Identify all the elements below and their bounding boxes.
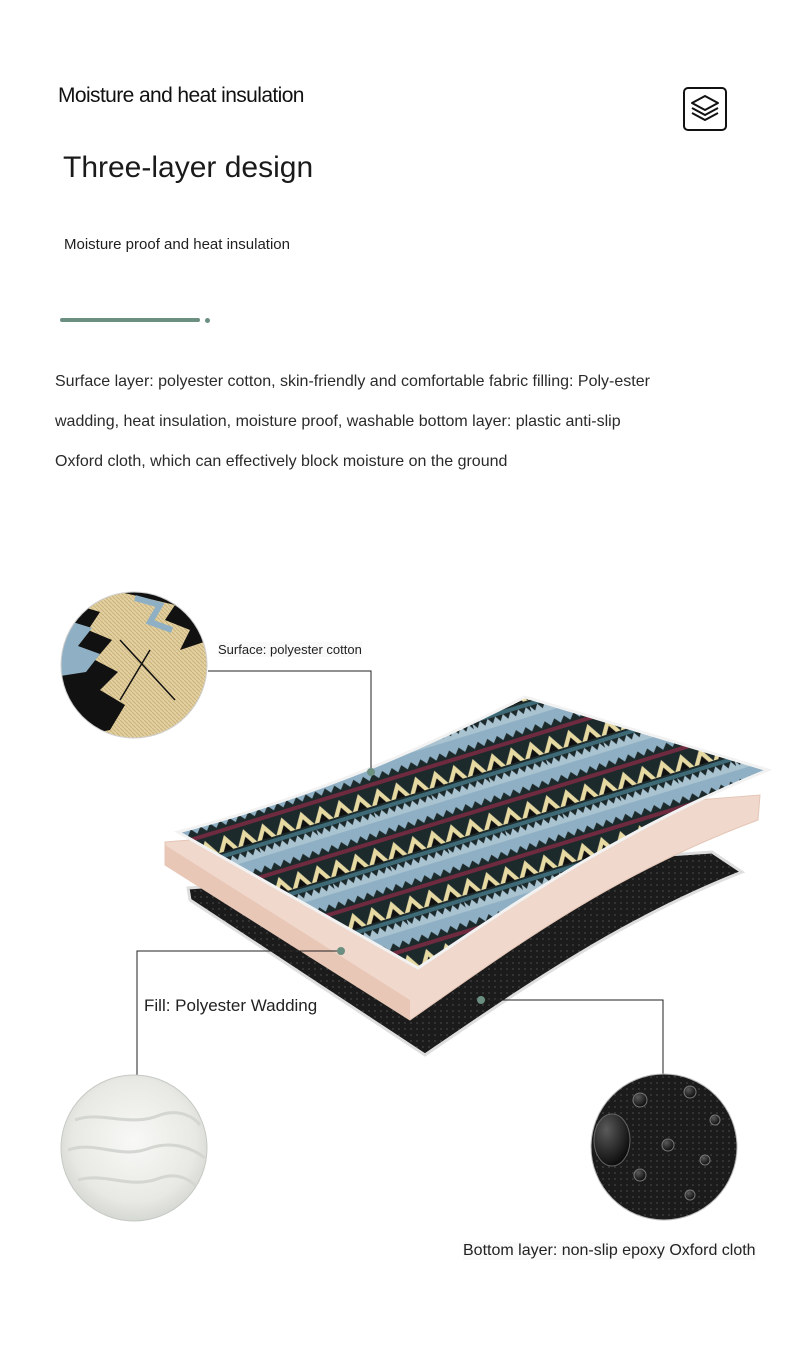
fill-label: Fill: Polyester Wadding [144,996,318,1015]
bottom-callout-line [481,1000,663,1075]
subtitle: Moisture proof and heat insulation [64,236,290,253]
bottom-label: Bottom layer: non-slip epoxy Oxford cloth [463,1242,756,1259]
description-text: Surface layer: polyester cotton, skin-friendly and comfortable fabric filling: Poly-ester wadding, heat insulation, moisture proof, washable bottom layer: plastic anti-slip Oxford cloth, which can effectively block moisture on the ground [55,373,650,470]
surface-callout-line [208,671,371,772]
top-heading: Moisture and heat insulation [58,84,304,107]
page-title: Three-layer design [63,151,314,184]
fill-zoom-circle [61,1075,207,1221]
surface-zoom-circle [60,592,210,742]
bottom-callout-dot [477,996,485,1004]
fill-callout-dot [337,947,345,955]
surface-callout-dot [367,768,375,776]
surface-label: Surface: polyester cotton [218,642,362,657]
